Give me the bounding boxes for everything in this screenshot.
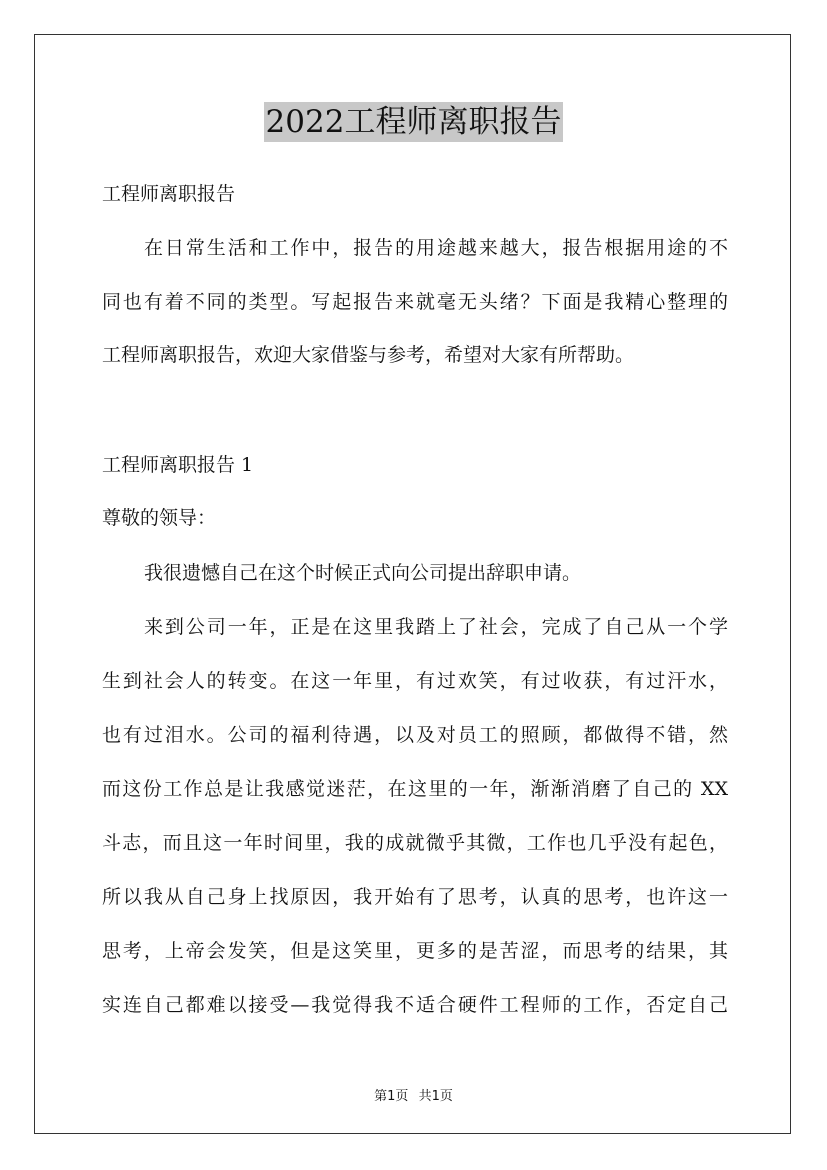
intro-line: 工程师离职报告，欢迎大家借鉴与参考，希望对大家有所帮助。 — [102, 344, 635, 366]
paragraph-line: 来到公司一年，正是在这里我踏上了社会，完成了自己从一个学 — [144, 616, 728, 638]
paragraph-line: 也有过泪水。公司的福利待遇，以及对员工的照顾，都做得不错，然 — [102, 724, 728, 746]
section-heading: 工程师离职报告 1 — [102, 454, 254, 476]
intro-heading: 工程师离职报告 — [102, 183, 236, 205]
document-title: 2022工程师离职报告 — [265, 104, 562, 140]
paragraph-line: 实连自己都难以接受—我觉得我不适合硬件工程师的工作，否定自己 — [102, 994, 728, 1016]
salutation: 尊敬的领导： — [102, 507, 217, 529]
page-number: 第1页 — [374, 1089, 409, 1104]
paragraph-line: 斗志，而且这一年时间里，我的成就微乎其微，工作也几乎没有起色， — [102, 832, 728, 854]
paragraph-line: 生到社会人的转变。在这一年里，有过欢笑，有过收获，有过汗水， — [102, 670, 728, 692]
paragraph-line: 而这份工作总是让我感觉迷茫，在这里的一年，渐渐消磨了自己的 XX — [102, 778, 728, 800]
page-total: 共1页 — [418, 1089, 453, 1104]
paragraph-line: 我很遗憾自己在这个时候正式向公司提出辞职申请。 — [144, 562, 582, 584]
intro-line: 在日常生活和工作中，报告的用途越来越大，报告根据用途的不 — [144, 237, 728, 259]
paragraph-line: 所以我从自己身上找原因，我开始有了思考，认真的思考，也许这一 — [102, 886, 728, 908]
page-footer — [0, 1085, 827, 1104]
paragraph-line: 思考，上帝会发笑，但是这笑里，更多的是苦涩，而思考的结果，其 — [102, 940, 728, 962]
title-container — [0, 102, 827, 142]
intro-line: 同也有着不同的类型。写起报告来就毫无头绪？下面是我精心整理的 — [102, 291, 728, 313]
